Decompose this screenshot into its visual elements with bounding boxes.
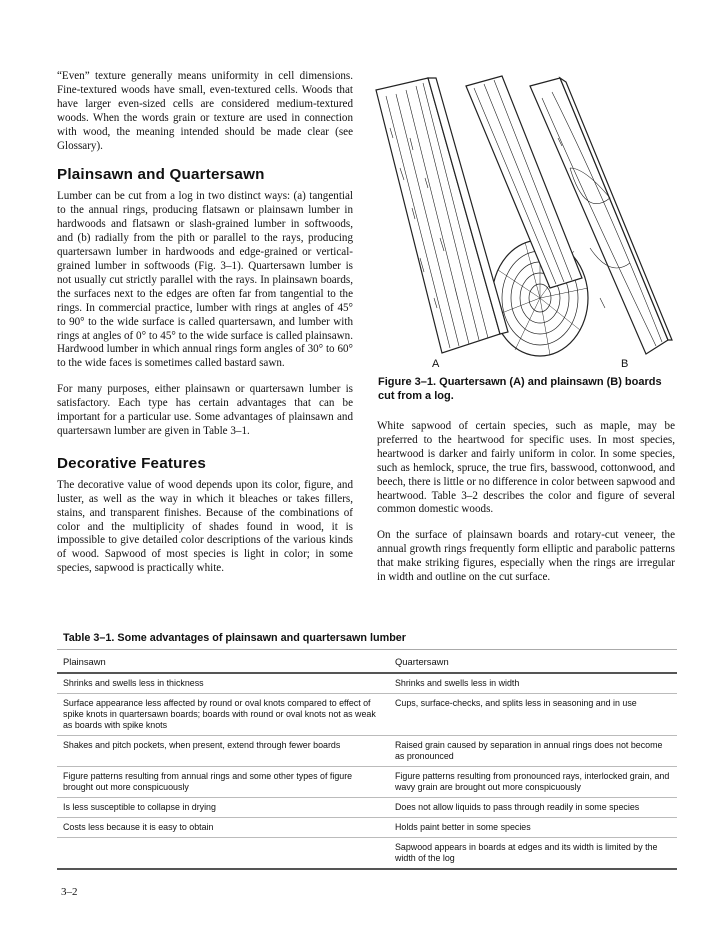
section-heading-decorative-features: Decorative Features (57, 454, 206, 472)
intro-paragraph: “Even” texture generally means uniformity in cell dimensions. Fine-textured woods have small, even-textured cells. Woods that have larger even-sized cells are considered medium-textured woods. When the words grain or texture are used in connection with wood, the meaning intended should be made clear (see Glossary). (57, 70, 353, 152)
figure-log-boards (370, 48, 680, 373)
table-row (57, 694, 677, 736)
figure-label-a: A (432, 358, 440, 370)
left-column (57, 70, 353, 576)
table-cell: Holds paint better in some species (395, 822, 531, 832)
table-cell: Shakes and pitch pockets, when present, extend through fewer boards (63, 740, 341, 750)
right-column (377, 420, 675, 585)
table-cell: Does not allow liquids to pass through readily in some species (395, 802, 640, 812)
table-row (57, 818, 677, 838)
table-cell: Raised grain caused by separation in annual rings does not become as pronounced (395, 740, 663, 761)
table-header-cell: Plainsawn (63, 656, 106, 667)
table-cell: Shrinks and swells less in width (395, 678, 520, 688)
table-row (57, 674, 677, 694)
table-cell: Surface appearance less affected by round or oval knots compared to effect of spike knots in quartersawn boards; boards with round or oval knots not as weak as boards with spike knots (63, 698, 376, 730)
table-cell: Shrinks and swells less in thickness (63, 678, 204, 688)
table-cell: Figure patterns resulting from annual rings and some other types of figure brought out more conspicuously (63, 771, 353, 792)
table-header-row (57, 650, 677, 674)
table-cell: Cups, surface-checks, and splits less in seasoning and in use (395, 698, 637, 708)
body-paragraph: Lumber can be cut from a log in two distinct ways: (a) tangential to the annual rings, producing flatsawn or plainsawn lumber in hardwoods and flatsawn or slash-grained lumber in softwoods, and (b) radially from the pith or parallel to the rays, producing quartersawn lumber in hardwoods and edge-grained or vertical-grained lumber in softwoods (Fig. 3–1). Quartersawn lumber is not usually cut strictly parallel with the rays. In plainsawn boards, the surfaces next to the edges are often far from tangential to the rings. In commercial practice, lumber with rings at angles of 45° to 90° to the wide surface is called quartersawn, and lumber with rings at angles of 0° to 45° to the wide surface is called plainsawn. Hardwood lumber in which annual rings form angles of 30° to 60° to the wide faces is sometimes called bastard sawn. (57, 190, 353, 370)
table-row (57, 798, 677, 818)
table-cell: Figure patterns resulting from pronounced rays, interlocked grain, and wavy grain are brought out more conspicuously (395, 771, 670, 792)
figure-caption: Figure 3–1. Quartersawn (A) and plainsawn (B) boards cut from a log. (378, 376, 662, 402)
body-paragraph: For many purposes, either plainsawn or quartersawn lumber is satisfactory. Each type has certain advantages that can be important for a particular use. Some advantages of plainsawn and quartersawn lumber are given in Table 3–1. (57, 383, 353, 437)
page-number: 3–2 (61, 886, 78, 898)
body-paragraph: White sapwood of certain species, such as maple, may be preferred to the heartwood for specific uses. In most species, heartwood is darker and fairly uniform in color. In some species, such as hemlock, spruce, the true firs, basswood, cottonwood, and beech, there is little or no difference in color between sapwood and heartwood. Table 3–2 describes the color and figure of several common domestic woods. (377, 420, 675, 516)
table-row (57, 736, 677, 767)
table-row (57, 767, 677, 798)
table-header-cell: Quartersawn (395, 656, 449, 667)
figure-label-b: B (621, 358, 629, 370)
table-cell: Sapwood appears in boards at edges and its width is limited by the width of the log (395, 842, 658, 863)
log-boards-illustration (370, 48, 680, 373)
table-row (57, 838, 677, 870)
section-heading-plainsawn-quartersawn: Plainsawn and Quartersawn (57, 166, 265, 184)
body-paragraph: The decorative value of wood depends upon its color, figure, and luster, as well as the way in which it bleaches or takes fillers, stains, and transparent finishes. Because of the combinations of color and the multiplicity of shades found in wood, it is impossible to give detailed color descriptions of the various kinds of wood. Sapwood of most species is light in color; in some species, sapwood is practically white. (57, 478, 353, 575)
table-cell: Costs less because it is easy to obtain (63, 822, 214, 832)
body-paragraph: On the surface of plainsawn boards and rotary-cut veneer, the annual growth rings frequently form elliptic and parabolic patterns that make striking figures, especially when the rings are irregular in width and outline on the cut surface. (377, 529, 675, 584)
advantages-table (57, 632, 677, 870)
table-cell (57, 838, 389, 868)
table-title: Table 3–1. Some advantages of plainsawn and quartersawn lumber (57, 632, 677, 650)
table-cell: Is less susceptible to collapse in drying (63, 802, 216, 812)
